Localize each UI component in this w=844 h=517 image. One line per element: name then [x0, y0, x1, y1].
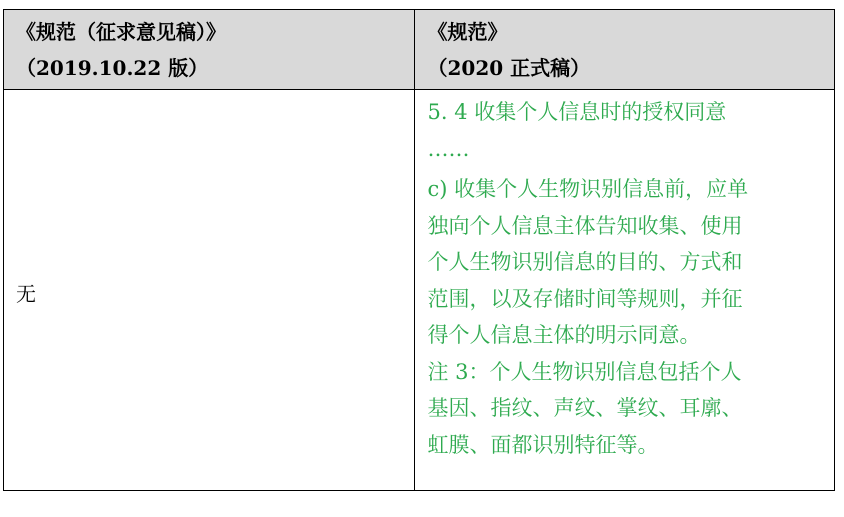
header-official-date: （2020 正式稿） — [427, 56, 591, 80]
draft-content-cell — [4, 90, 415, 491]
clause-line: 独向个人信息主体告知收集、使用 — [427, 213, 743, 238]
draft-content-text: 无 — [16, 281, 36, 306]
header-draft-date: （2019.10.22 版） — [16, 56, 209, 80]
header-draft-title: 《规范（征求意见稿）》 — [16, 20, 226, 44]
clause-c — [427, 171, 826, 354]
header-official-title: 《规范》 — [427, 20, 508, 44]
header-row — [4, 10, 835, 90]
note-line: 注 3：个人生物识别信息包括个人 — [427, 359, 742, 384]
body-row — [4, 90, 835, 491]
ellipsis-text: …… — [427, 136, 470, 161]
clause-line: 得个人信息主体的明示同意。 — [427, 323, 701, 347]
official-content-cell — [415, 90, 835, 491]
header-draft-version — [4, 10, 415, 90]
comparison-table — [3, 9, 835, 491]
header-official-version — [415, 10, 835, 90]
note-line: 虹膜、面都识别特征等。 — [427, 432, 659, 457]
clause-line: c) 收集个人生物识别信息前，应单 — [427, 177, 749, 201]
clause-line: 范围，以及存储时间等规则，并征 — [427, 286, 743, 311]
section-title: 5. 4 收集个人信息时的授权同意 — [427, 100, 727, 124]
note-3 — [427, 354, 826, 464]
clause-line: 个人生物识别信息的目的、方式和 — [427, 250, 743, 274]
note-line: 基因、指纹、声纹、掌纹、耳廓、 — [427, 396, 743, 420]
